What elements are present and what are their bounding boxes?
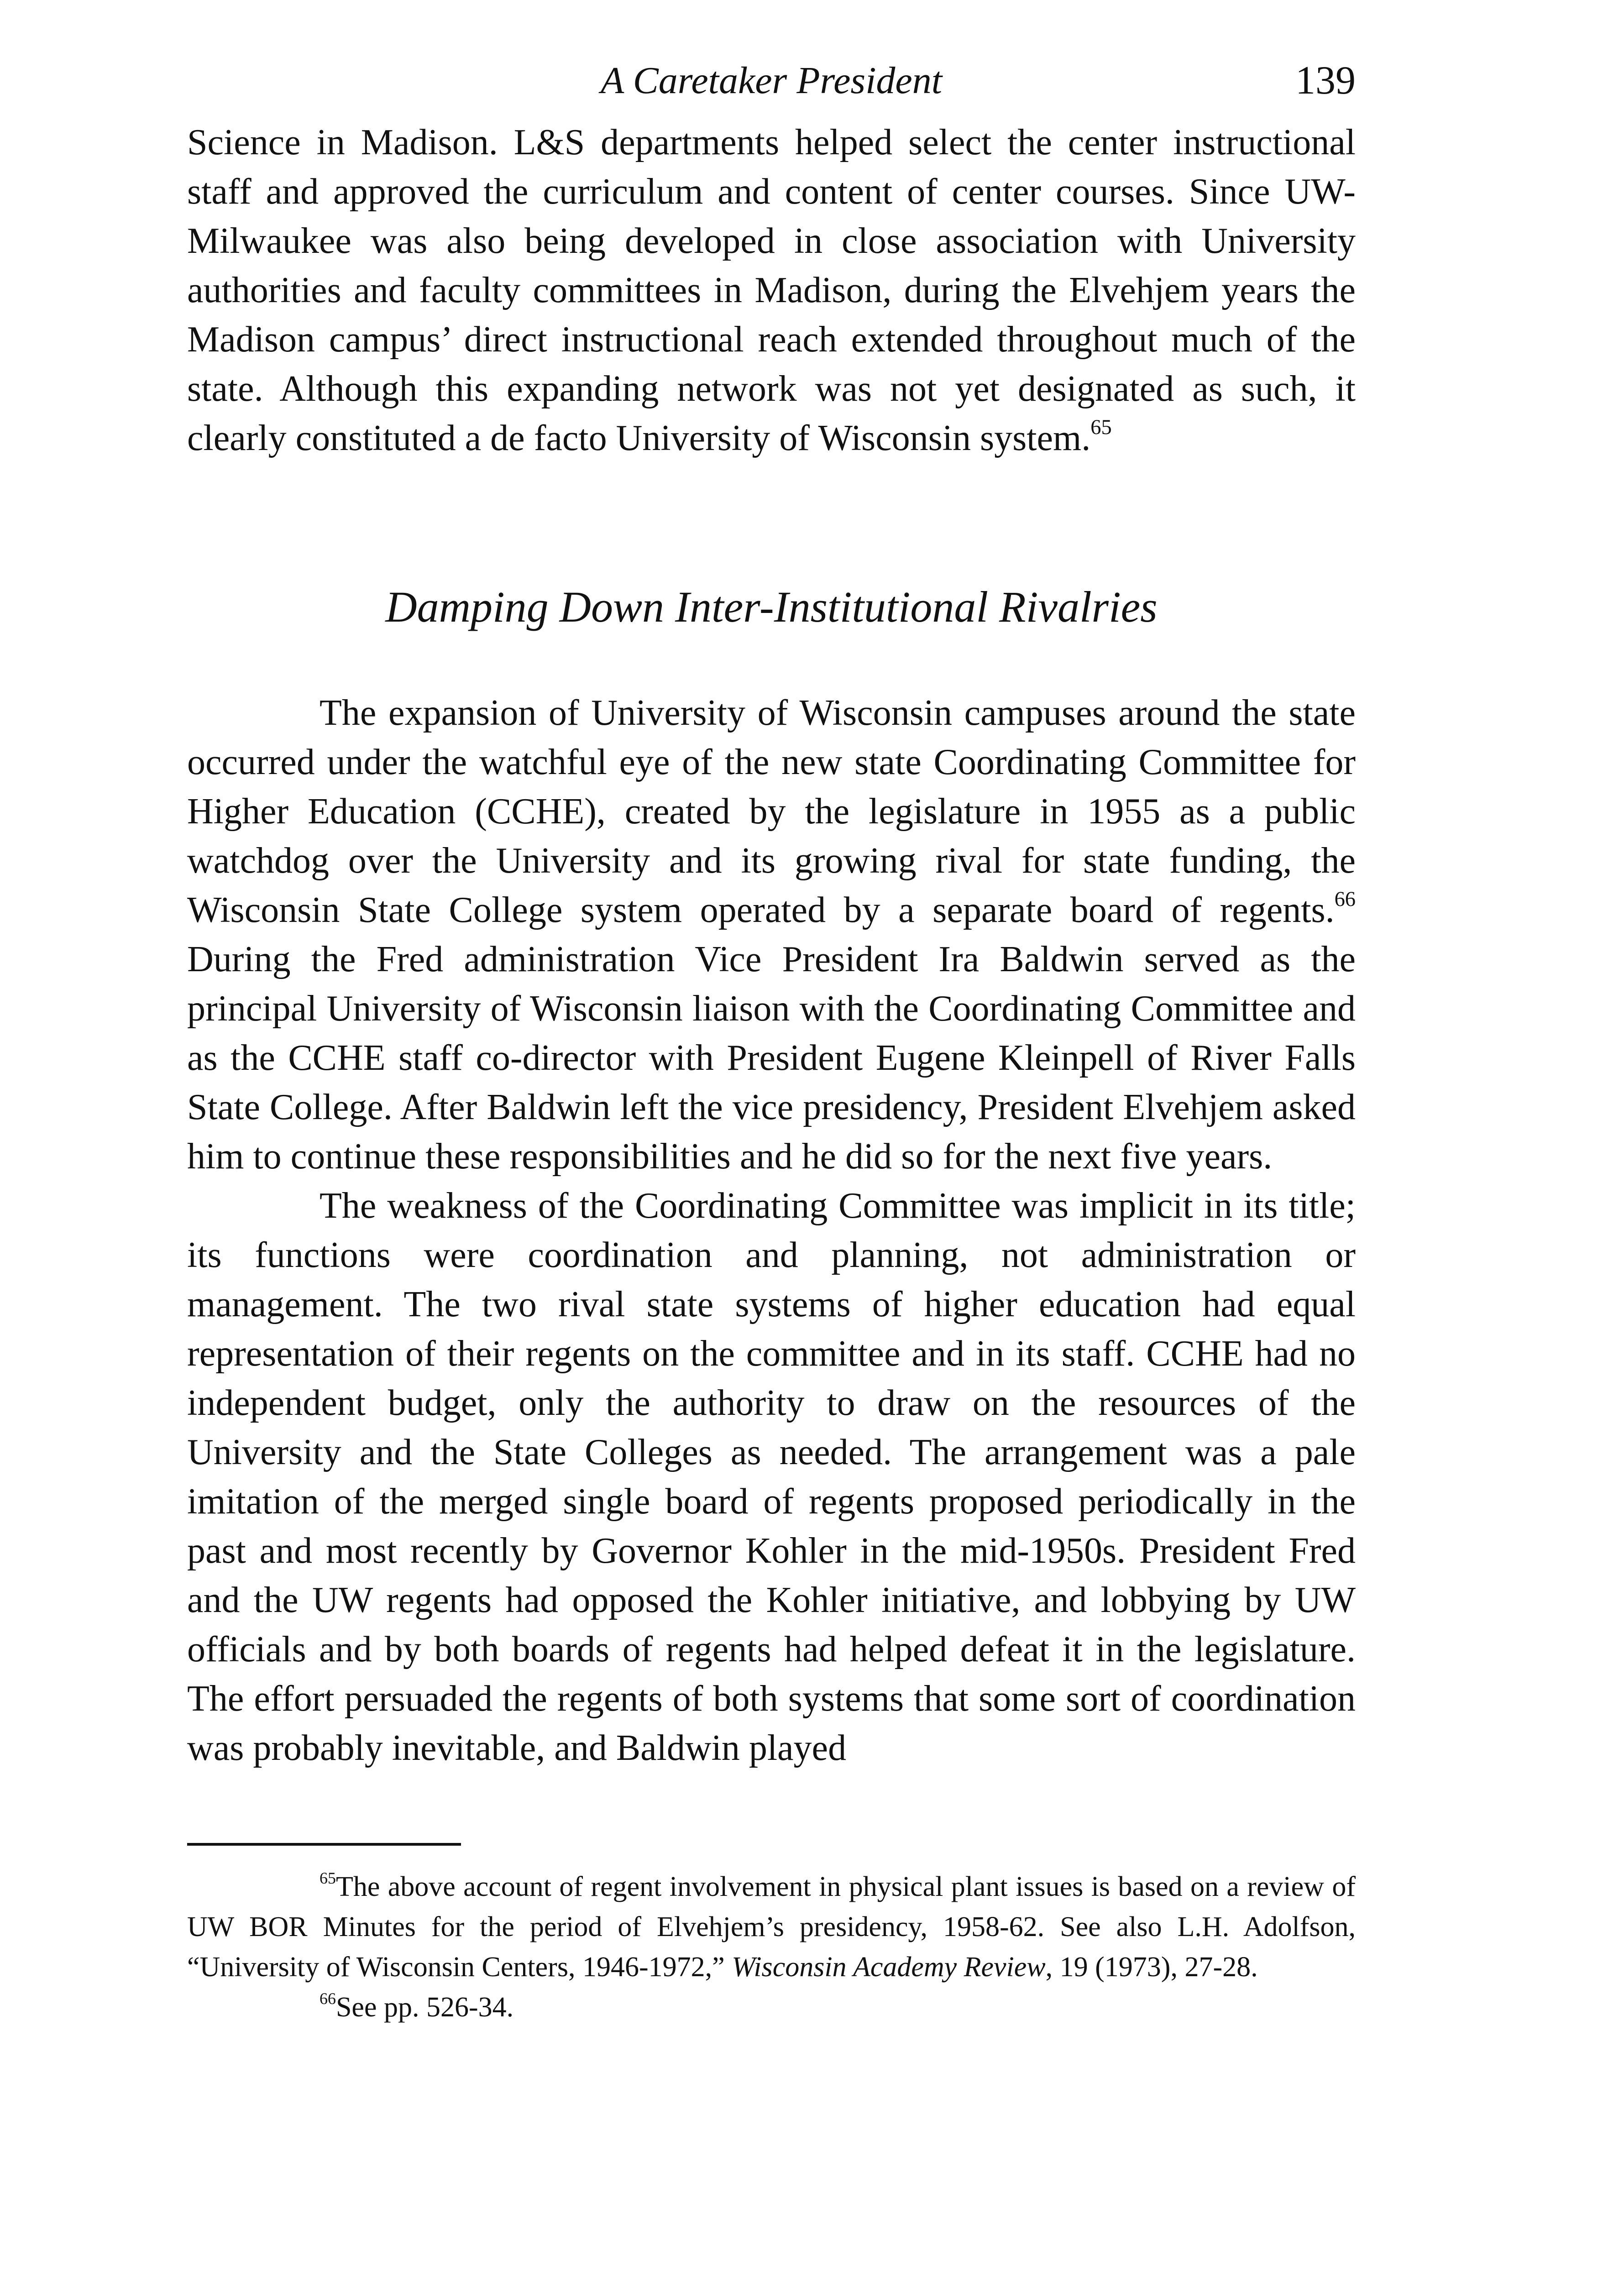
body-paragraph bbox=[187, 1181, 1356, 1773]
footnote-ref: 65 bbox=[1090, 416, 1112, 440]
footnote-text: See pp. 526-34. bbox=[335, 1992, 514, 2023]
footnotes bbox=[187, 1867, 1356, 2027]
paragraph-continued bbox=[187, 118, 1356, 463]
section-body bbox=[187, 688, 1356, 1773]
footnote bbox=[187, 1987, 1356, 2027]
paragraph-text: The weakness of the Coordinating Committee was implicit in its title; its functions were coordination and planning, not administration or management. The two rival state systems of higher education had equal representation of their regents on the committee and in its staff. CCHE had no independent budget, only the authority to draw on the resources of the University and the State Colleges as needed. The arrangement was a pale imitation of the merged single board of regents proposed periodically in the past and most recently by Governor Kohler in the mid-1950s. President Fred and the UW regents had opposed the Kohler initiative, and lobbying by UW officials and by both boards of regents had helped defeat it in the legislature. The effort persuaded the regents of both systems that some sort of coordination was probably inevitable, and Baldwin played bbox=[187, 1186, 1356, 1768]
paragraph-text: During the Fred administration Vice President Ira Baldwin served as the principal University of Wisconsin liaison with the Coordinating Committee and as the CCHE staff co-director with President Eugene Kleinpell of River Falls State College. After Baldwin left the vice presidency, President Elvehjem asked him to continue these responsibilities and he did so for the next five years. bbox=[187, 939, 1356, 1177]
body-paragraph bbox=[187, 118, 1356, 463]
footnote-journal-title: Wisconsin Academy Review bbox=[732, 1952, 1046, 1983]
page-number: 139 bbox=[1295, 58, 1356, 103]
running-title: A Caretaker President bbox=[600, 59, 943, 102]
running-head bbox=[187, 51, 1356, 110]
paragraph-text: The expansion of University of Wisconsin campuses around the state occurred under the watchful eye of the new state Coordinating Committee for Higher Education (CCHE), created by the legislature in 1955 as a public watchdog over the University and its growing rival for state funding, the Wisconsin State College system operated by a separate board of regents. bbox=[187, 693, 1356, 930]
footnote-number: 65 bbox=[320, 1869, 336, 1888]
paragraph-text: Science in Madison. L&S departments helped select the center instructional staff and approved the curriculum and content of center courses. Since UW-Milwaukee was also being developed in close association with University authorities and faculty committees in Madison, during the Elvehjem years the Madison campus’ direct instructional reach extended throughout much of the state. Although this expanding network was not yet designated as such, it clearly constituted a de facto University of Wisconsin system. bbox=[187, 122, 1356, 458]
footnote-text: , 19 (1973), 27-28. bbox=[1045, 1952, 1258, 1983]
footnote-number: 66 bbox=[320, 1989, 336, 2008]
footnote bbox=[187, 1867, 1356, 1987]
footnote-ref: 66 bbox=[1334, 888, 1356, 911]
body-paragraph bbox=[187, 688, 1356, 1181]
footnote-rule bbox=[187, 1843, 461, 1846]
footnote-text: The above account of regent involvement in physical plant issues is based on a review of UW BOR Minutes for the period of Elvehjem’s presidency, 1958-62. See also L.H. Adolfson, “University of Wisconsin Centers, 1946-1972,” bbox=[187, 1871, 1356, 1983]
section-heading: Damping Down Inter-Institutional Rivalries bbox=[385, 582, 1158, 631]
